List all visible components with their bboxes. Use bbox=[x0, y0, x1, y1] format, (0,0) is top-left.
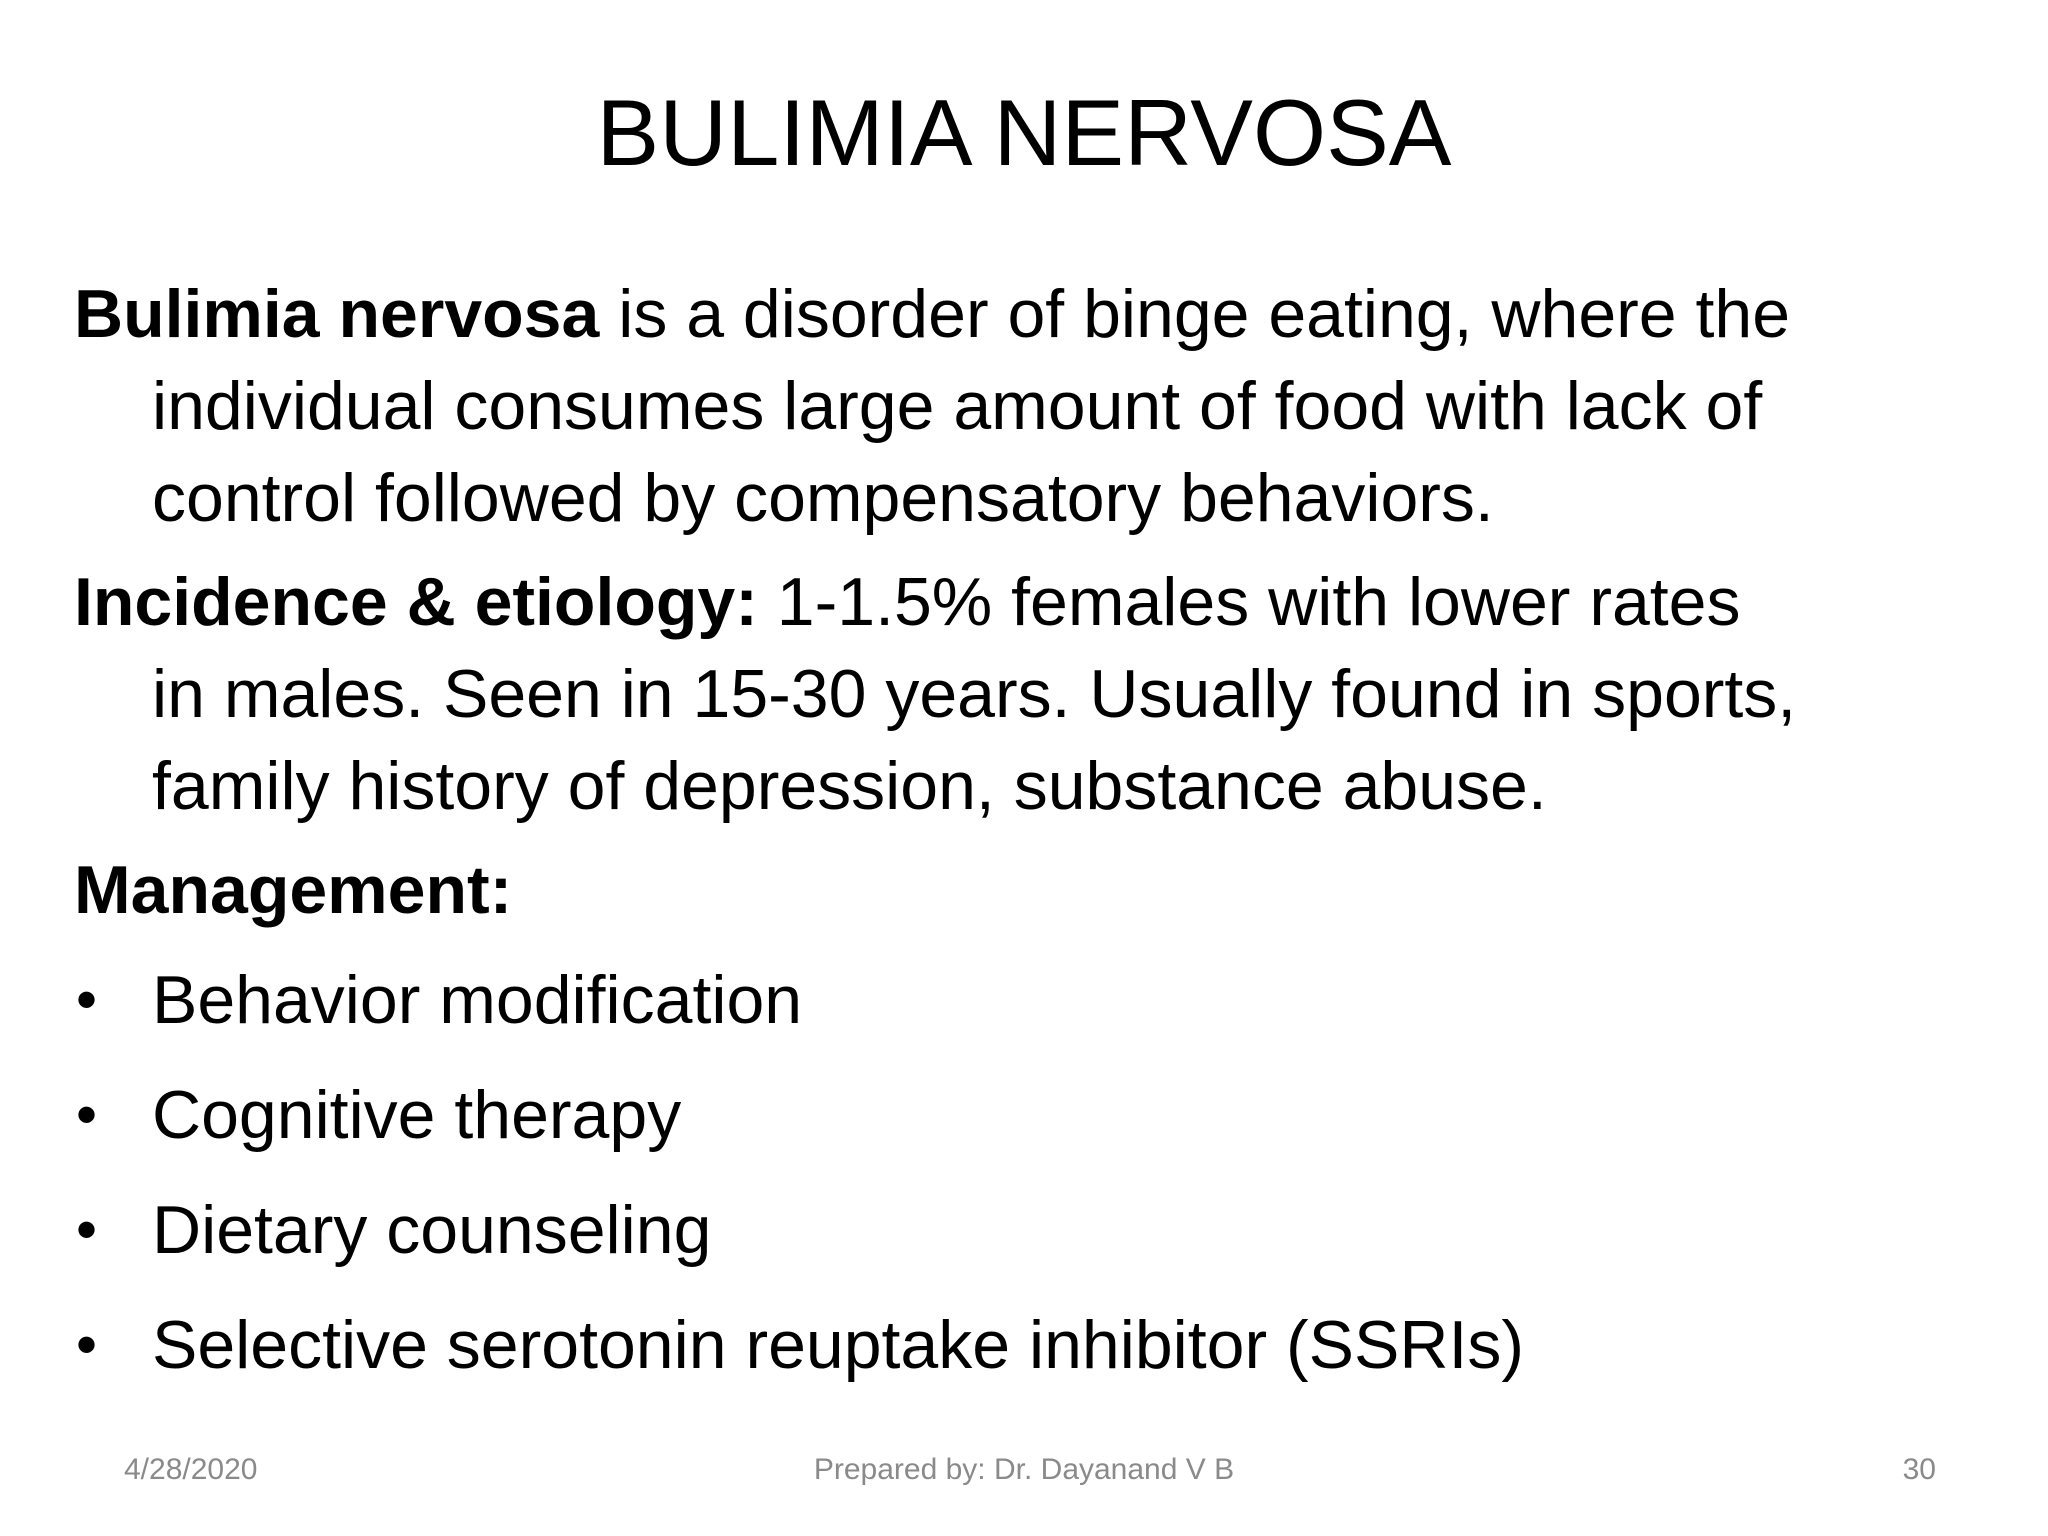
list-item bbox=[74, 1299, 2034, 1391]
slide-number: 30 bbox=[1902, 1453, 1936, 1486]
incidence-term: Incidence & etiology: bbox=[74, 564, 758, 640]
incidence-line-1: 1-1.5% females with lower rates bbox=[757, 564, 1741, 640]
list-item-label: Selective serotonin reuptake inhibitor (SSRIs) bbox=[152, 1307, 1524, 1383]
list-item-label: Behavior modification bbox=[152, 962, 803, 1038]
list-item bbox=[74, 1069, 2034, 1161]
definition-line-1: is a disorder of binge eating, where the bbox=[599, 276, 1791, 352]
bullet-icon: • bbox=[76, 1311, 98, 1378]
slide-title: BULIMIA NERVOSA bbox=[596, 80, 1452, 185]
footer-author: Prepared by: Dr. Dayanand V B bbox=[813, 1453, 1235, 1486]
list-item bbox=[74, 954, 2034, 1046]
bullet-icon: • bbox=[76, 1196, 98, 1263]
bullet-icon: • bbox=[76, 1081, 98, 1148]
list-item-label: Cognitive therapy bbox=[152, 1077, 682, 1153]
incidence-line-2: in males. Seen in 15-30 years. Usually found in sports, bbox=[152, 656, 1797, 732]
incidence-paragraph bbox=[74, 556, 2034, 832]
management-heading: Management: bbox=[74, 852, 513, 928]
slide-body bbox=[74, 268, 2034, 1414]
definition-term: Bulimia nervosa bbox=[74, 276, 600, 352]
definition-line-3: control followed by compensatory behaviors. bbox=[152, 460, 1494, 536]
bullet-icon: • bbox=[76, 966, 98, 1033]
list-item-label: Dietary counseling bbox=[152, 1192, 712, 1268]
incidence-line-3: family history of depression, substance abuse. bbox=[152, 748, 1547, 824]
definition-line-2: individual consumes large amount of food with lack of bbox=[152, 368, 1763, 444]
management-list bbox=[74, 954, 2034, 1391]
definition-paragraph bbox=[74, 268, 2034, 544]
list-item bbox=[74, 1184, 2034, 1276]
footer-date: 4/28/2020 bbox=[124, 1453, 258, 1486]
